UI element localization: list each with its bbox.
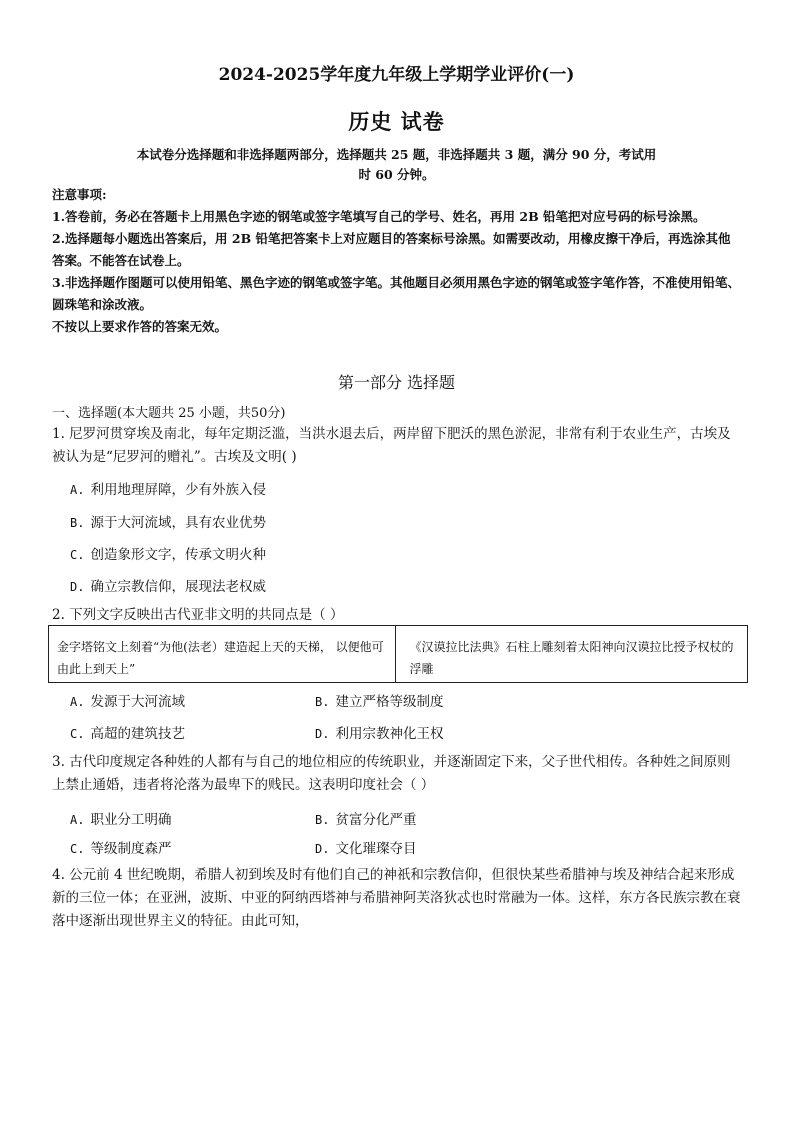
option-text: 利用宗教神化王权 xyxy=(335,726,444,742)
question-1-stem: 1. 尼罗河贯穿埃及南北，每年定期泛滥，当洪水退去后，两岸留下肥沃的黑色淤泥，非常有利于农业生产，古埃及被认为是“尼罗河的赠礼”。古埃及文明( ) xyxy=(52,426,731,465)
option-label: C. xyxy=(70,548,85,562)
intro-line-2: 时 60 分钟。 xyxy=(358,167,435,182)
option-label: C. xyxy=(70,727,85,741)
notes-section xyxy=(52,184,742,338)
option-label: C. xyxy=(70,842,85,856)
option-label: D. xyxy=(315,842,330,856)
option-label: B. xyxy=(315,813,330,827)
question-1-option-a xyxy=(70,478,266,498)
option-text: 源于大河流域，具有农业优势 xyxy=(90,515,266,531)
option-text: 文化璀璨夺目 xyxy=(335,841,417,857)
question-1-option-d xyxy=(70,575,266,595)
option-text: 高超的建筑技艺 xyxy=(90,726,185,742)
section-heading: 一、选择题(本大题共 25 小题，共50分) xyxy=(52,406,286,421)
part-title: 第一部分 选择题 xyxy=(337,373,456,392)
question-2-option-b xyxy=(315,690,443,710)
material-left-cell: 金字塔铭文上刻着“为他(法老）建造起上天的天梯， 以便他可由此上到天上” xyxy=(57,640,384,676)
option-label: D. xyxy=(70,580,85,594)
question-2-option-d xyxy=(315,722,443,742)
option-label: A. xyxy=(70,813,85,827)
option-label: A. xyxy=(70,695,85,709)
option-text: 发源于大河流域 xyxy=(90,694,185,710)
question-3-option-b xyxy=(315,808,416,828)
question-3-option-c xyxy=(70,837,171,857)
intro-line-1: 本试卷分选择题和非选择题两部分，选择题共 25 题，非选择题共 3 题，满分 90 分，考试用 xyxy=(136,147,657,162)
option-text: 创造象形文字，传承文明火种 xyxy=(90,547,266,563)
question-2-material-table xyxy=(48,625,748,683)
notes-heading: 注意事项: xyxy=(52,187,107,202)
question-1-option-b xyxy=(70,511,266,531)
option-label: D. xyxy=(315,727,330,741)
option-text: 确立宗教信仰，展现法老权威 xyxy=(90,579,266,595)
question-3-option-d xyxy=(315,837,416,857)
exam-title: 2024-2025学年度九年级上学期学业评价(一) xyxy=(218,65,575,85)
option-label: B. xyxy=(70,516,85,530)
note-1: 1.答卷前，务必在答题卡上用黑色字迹的钢笔或签字笔填写自己的学号、姓名，再用 2B 铅笔把对应号码的标号涂黑。 xyxy=(52,209,706,224)
note-4: 不按以上要求作答的答案无效。 xyxy=(52,319,228,334)
option-label: A. xyxy=(70,483,85,497)
option-text: 等级制度森严 xyxy=(90,841,172,857)
question-2-stem: 2. 下列文字反映出古代亚非文明的共同点是（ ） xyxy=(52,607,344,623)
exam-intro xyxy=(100,145,693,185)
note-3: 3.非选择题作图题可以使用铅笔、黑色字迹的钢笔或签字笔。其他题目必须用黑色字迹的钢笔或签字笔作答，不准使用铅笔、圆珠笔和涂改液。 xyxy=(52,275,741,312)
option-text: 建立严格等级制度 xyxy=(335,694,444,710)
note-2: 2.选择题每小题选出答案后，用 2B 铅笔把答案卡上对应题目的答案标号涂黑。如需要改动，用橡皮擦干净后，再选涂其他答案。不能答在试卷上。 xyxy=(52,231,731,268)
question-2-option-a xyxy=(70,690,185,710)
question-3-option-a xyxy=(70,808,171,828)
material-right-cell: 《汉谟拉比法典》石柱上雕刻着太阳神向汉谟拉比授予权杖的浮雕 xyxy=(395,626,748,682)
question-1-option-c xyxy=(70,543,266,563)
subject-title: 历史 试卷 xyxy=(348,109,445,134)
option-label: B. xyxy=(315,695,330,709)
question-3-stem: 3. 古代印度规定各种姓的人都有与自己的地位相应的传统职业，并逐渐固定下来，父子世代相传。各种姓之间原则上禁止通婚，违者将沦落为最卑下的贱民。这表明印度社会（ ） xyxy=(52,754,731,793)
option-text: 职业分工明确 xyxy=(90,812,172,828)
option-text: 贫富分化严重 xyxy=(335,812,417,828)
question-4-stem: 4. 公元前 4 世纪晚期，希腊人初到埃及时有他们自己的神祇和宗教信仰，但很快某些希腊神与埃及神结合起来形成新的三位一体；在亚洲，波斯、中亚的阿纳西塔神与希腊神阿芙洛狄忒也时常融为一体。这样，东方各民族宗教在衰落中逐渐出现世界主义的特征。由此可知， xyxy=(52,867,741,929)
question-2-option-c xyxy=(70,722,185,742)
option-text: 利用地理屏障，少有外族入侵 xyxy=(90,482,266,498)
